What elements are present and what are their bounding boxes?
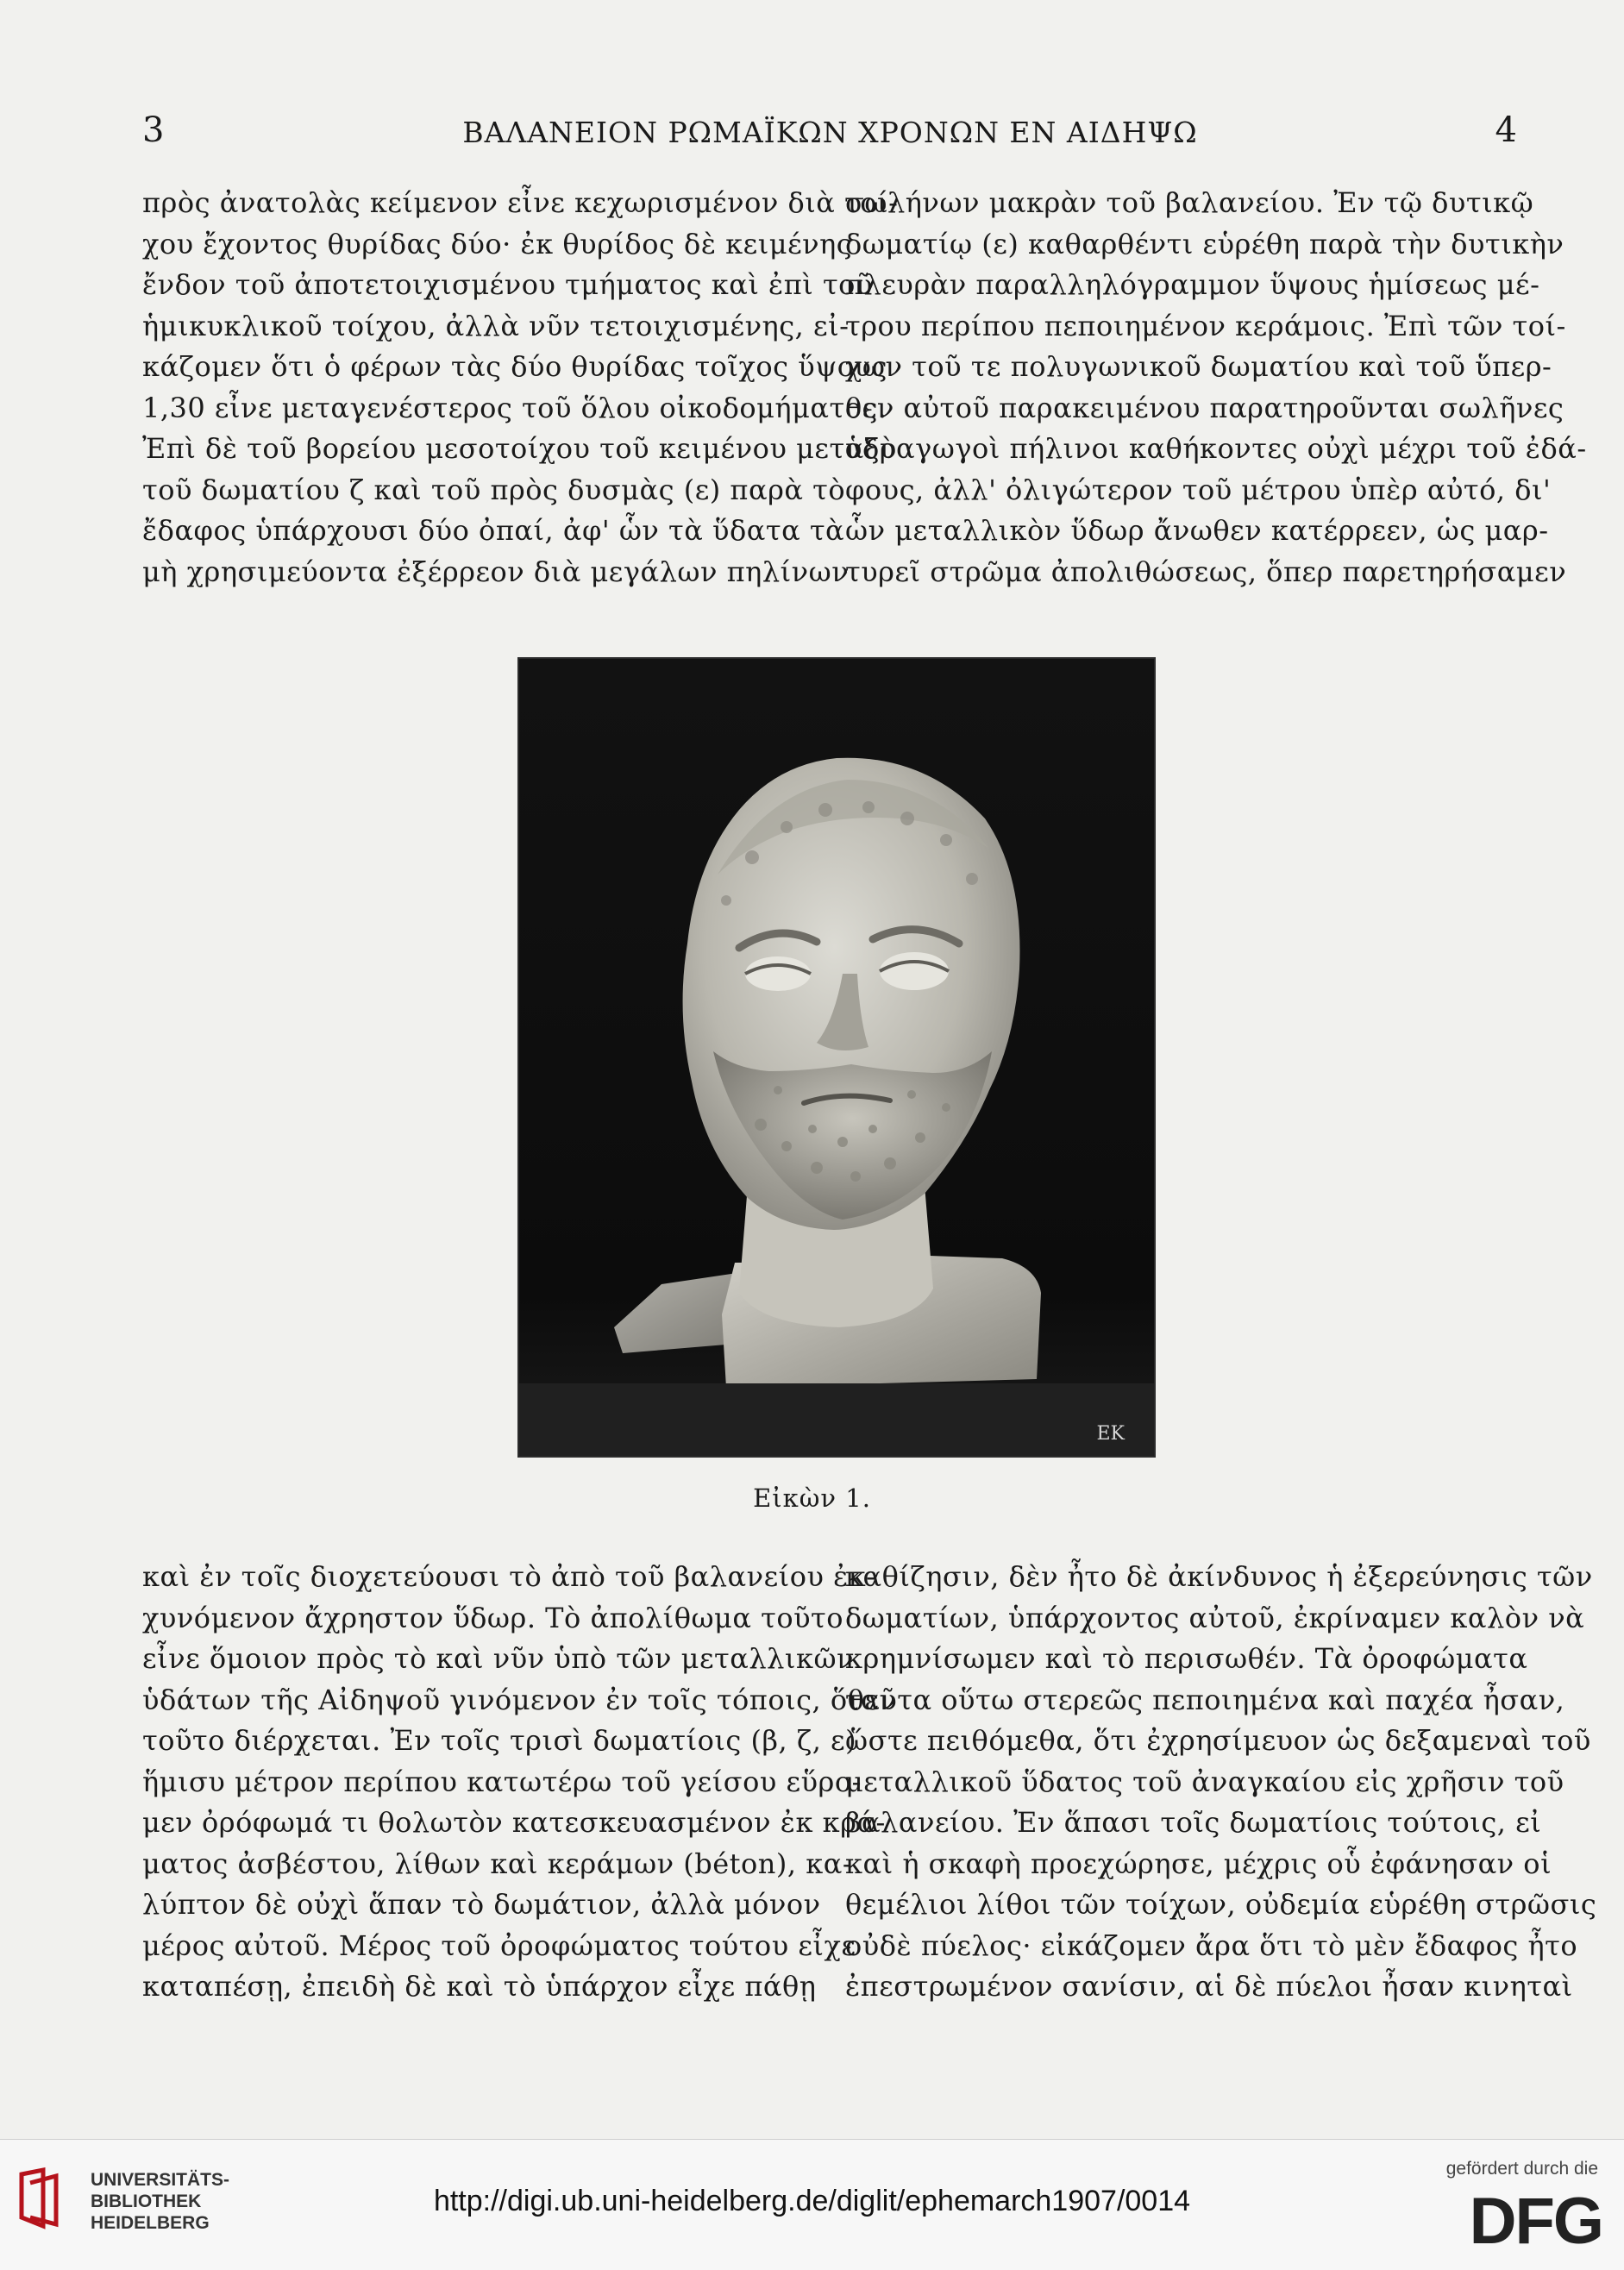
text-line: μέρος αὐτοῦ. Μέρος τοῦ ὀροφώματος τούτου εἶχε <box>142 1928 856 1962</box>
text-line: τοῦτο διέρχεται. Ἐν τοῖς τρισὶ δωματίοις (β, ζ, ε) <box>142 1724 857 1757</box>
figure-caption: Εἰκὼν 1. <box>753 1483 871 1513</box>
text-line: θεν αὐτοῦ παρακειμένου παρατηροῦνται σωλῆνες <box>845 391 1564 424</box>
running-title: ΒΑΛΑΝΕΙΟΝ ΡΩΜΑΪΚΩΝ ΧΡΟΝΩΝ ΕΝ ΑΙΔΗΨΩ <box>462 116 1198 149</box>
text-line: καθίζησιν, δὲν ἦτο δὲ ἀκίνδυνος ἡ ἐξερεύνησις τῶν <box>845 1560 1593 1593</box>
text-line: κρημνίσωμεν καὶ τὸ περισωθέν. Τὰ ὀροφώματα <box>845 1642 1528 1675</box>
marble-head-illustration <box>519 659 1154 1456</box>
text-line: χου ἔχοντος θυρίδας δύο· ἐκ θυρίδος δὲ κειμένης <box>142 227 853 260</box>
text-line: χων τοῦ τε πολυγωνικοῦ δωματίου καὶ τοῦ ὕπερ- <box>845 350 1552 383</box>
text-line: ἡμικυκλικοῦ τοίχου, ἀλλὰ νῦν τετοιχισμένης, εἰ- <box>142 309 850 342</box>
text-line: καταπέσῃ, ἐπειδὴ δὲ καὶ τὸ ὑπάρχον εἶχε πάθῃ <box>142 1970 817 2003</box>
text-line: τοῦ δωματίου ζ καὶ τοῦ πρὸς δυσμὰς (ε) παρὰ τὸ <box>142 473 846 506</box>
text-line: βαλανείου. Ἐν ἅπασι τοῖς δωματίοις τούτοις, εἰ <box>845 1806 1542 1839</box>
text-line: τυρεῖ στρῶμα ἀπολιθώσεως, ὅπερ παρετηρήσαμεν <box>845 555 1567 588</box>
figure-monogram: ΕΚ <box>1096 1423 1125 1445</box>
text-line: μεταλλικοῦ ὕδατος τοῦ ἀναγκαίου εἰς χρῆσιν τοῦ <box>845 1765 1564 1798</box>
text-line: ἐπεστρωμένον σανίσιν, αἱ δὲ πύελοι ἦσαν κινηταὶ <box>845 1970 1573 2003</box>
text-line: μεν ὀρόφωμά τι θολωτὸν κατεσκευασμένον ἐκ κρά- <box>142 1806 886 1839</box>
text-line: Ἐπὶ δὲ τοῦ βορείου μεσοτοίχου τοῦ κειμένου μεταξὺ <box>142 432 897 465</box>
text-line: ἔδαφος ὑπάρχουσι δύο ὀπαί, ἀφ' ὧν τὰ ὕδατα τὰ <box>142 514 845 547</box>
text-line: δωματίῳ (ε) καθαρθέντι εὑρέθη παρὰ τὴν δυτικὴν <box>845 227 1564 260</box>
text-column-top-right <box>845 183 1587 593</box>
text-line: φους, ἀλλ' ὀλιγώτερον τοῦ μέτρου ὑπὲρ αὐτό, δι' <box>845 473 1552 506</box>
text-line: ἥμισυ μέτρον περίπου κατωτέρω τοῦ γείσου εὕρο- <box>142 1765 862 1798</box>
text-line: πρὸς ἀνατολὰς κείμενον εἶνε κεχωρισμένον διὰ τοί- <box>142 186 899 219</box>
library-name-line: UNIVERSITÄTS- <box>91 2170 230 2190</box>
text-line: οὐδὲ πύελος· εἰκάζομεν ἄρα ὅτι τὸ μὲν ἔδαφος ἦτο <box>845 1928 1578 1962</box>
text-column-top-left <box>142 183 899 593</box>
digitization-footer <box>0 2139 1624 2270</box>
page-number-right: 4 <box>1495 110 1518 150</box>
text-line: δωματίων, ὑπάρχοντος αὐτοῦ, ἐκρίναμεν καλὸν νὰ <box>845 1601 1585 1634</box>
text-line: καὶ ἡ σκαφὴ προεχώρησε, μέχρις οὗ ἐφάνησαν οἱ <box>845 1847 1552 1880</box>
library-name-line: HEIDELBERG <box>91 2213 210 2233</box>
text-line: ὑδάτων τῆς Αἰδηψοῦ γινόμενον ἐν τοῖς τόποις, ὅθεν <box>142 1683 897 1716</box>
text-line: ἔνδον τοῦ ἀποτετοιχισμένου τμήματος καὶ ἐπὶ τοῦ <box>142 268 873 301</box>
text-line: μὴ χρησιμεύοντα ἐξέρρεον διὰ μεγάλων πηλίνων <box>142 555 850 588</box>
text-column-bottom-right <box>845 1557 1597 2008</box>
text-line: εἶνε ὅμοιον πρὸς τὸ καὶ νῦν ὑπὸ τῶν μεταλλικῶν <box>142 1642 854 1675</box>
text-line: σωλήνων μακρὰν τοῦ βαλανείου. Ἐν τῷ δυτικῷ <box>845 186 1534 219</box>
text-line: πλευρὰν παραλληλόγραμμον ὕψους ἡμίσεως μέ- <box>845 268 1540 301</box>
page-number-left: 3 <box>142 110 166 150</box>
text-column-bottom-left <box>142 1557 897 2008</box>
text-line: 1,30 εἶνε μεταγενέστερος τοῦ ὅλου οἰκοδομήματος. <box>142 391 887 424</box>
running-head <box>142 110 1518 154</box>
library-name-line: BIBLIOTHEK <box>91 2192 202 2211</box>
text-line: καὶ ἐν τοῖς διοχετεύουσι τὸ ἀπὸ τοῦ βαλανείου ἐκ- <box>142 1560 876 1593</box>
text-line: ὧν μεταλλικὸν ὕδωρ ἄνωθεν κατέρρεεν, ὡς μαρ- <box>845 514 1549 547</box>
text-line: ὑδραγωγοὶ πήλινοι καθήκοντες οὐχὶ μέχρι τοῦ ἐδά- <box>845 432 1587 465</box>
funding-note: gefördert durch die <box>1445 2159 1598 2179</box>
text-line: κάζομεν ὅτι ὁ φέρων τὰς δύο θυρίδας τοῖχος ὕψους <box>142 350 887 383</box>
text-line: ὥστε πειθόμεθα, ὅτι ἐχρησίμευον ὡς δεξαμεναὶ τοῦ <box>845 1724 1591 1757</box>
figure-photo-marble-head <box>517 657 1156 1458</box>
text-line: χυνόμενον ἄχρηστον ὕδωρ. Τὸ ἀπολίθωμα τοῦτο <box>142 1601 844 1634</box>
text-line: ταῦτα οὕτω στερεῶς πεποιημένα καὶ παχέα ἦσαν, <box>845 1683 1565 1716</box>
text-line: ματος ἀσβέστου, λίθων καὶ κεράμων (béton), κα- <box>142 1847 853 1880</box>
text-line: θεμέλιοι λίθοι τῶν τοίχων, οὐδεμία εὑρέθη στρῶσις <box>845 1888 1597 1921</box>
text-line: τρου περίπου πεποιημένον κεράμοις. Ἐπὶ τῶν τοί- <box>845 309 1566 342</box>
dfg-logo: DFG <box>1469 2185 1602 2258</box>
permalink-url[interactable]: http://digi.ub.uni-heidelberg.de/diglit/ephemarch1907/0014 <box>433 2185 1191 2217</box>
text-line: λύπτον δὲ οὐχὶ ἅπαν τὸ δωμάτιον, ἀλλὰ μόνον <box>142 1888 821 1921</box>
